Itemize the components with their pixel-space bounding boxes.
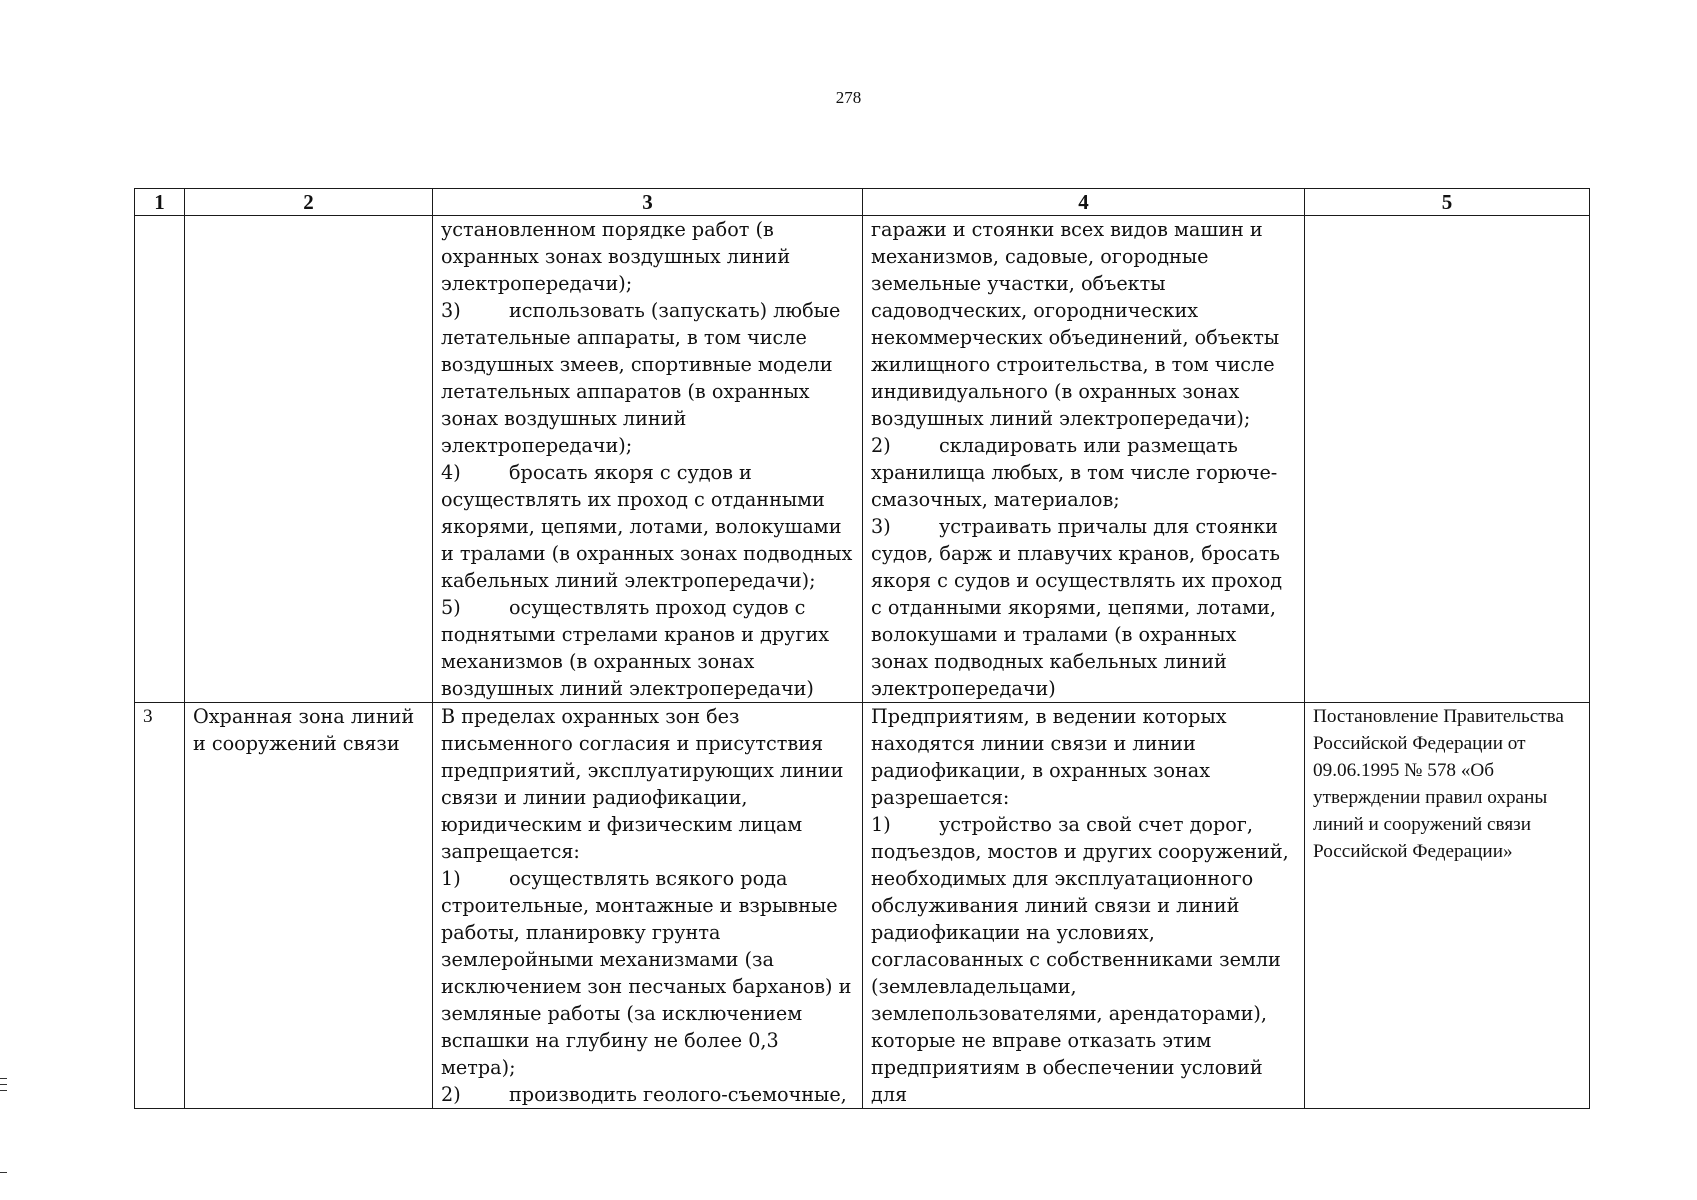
column-header: 1 [135, 189, 185, 216]
list-item [441, 1081, 854, 1108]
column-header: 3 [433, 189, 863, 216]
column-header: 4 [863, 189, 1305, 216]
prohibition-text: В пределах охранных зон без письменного согласия и присутствия предприятий, эксплуатирующих линии связи и линии радиофикации, юридическим и физическим лицам запрещается: [441, 705, 844, 863]
prohibitions-cell [433, 703, 863, 1109]
item-text: бросать якоря с судов и осуществлять их проход с отданными якорями, цепями, лотами, волокушами и тралами (в охранных зонах подводных кабельных линий электропередачи); [441, 461, 853, 592]
edge-mark [0, 1084, 7, 1085]
list-item [441, 459, 854, 594]
list-item [441, 594, 854, 702]
table-row [135, 216, 1590, 703]
item-text: осуществлять всякого рода строительные, монтажные и взрывные работы, планировку грунта землеройными механизмами (за исключением зон песчаных барханов) и земляные работы (за исключением вспашки на глубину не более 0,3 метра); [441, 867, 852, 1079]
prohibition-text: установленном порядке работ (в охранных зонах воздушных линий электропередачи); [441, 218, 791, 295]
edge-mark [0, 1078, 7, 1079]
zone-name-cell: Охранная зона линий и сооружений связи [185, 703, 433, 1109]
row-number-cell [135, 216, 185, 703]
item-number: 5) [441, 596, 461, 619]
item-text: осуществлять проход судов с поднятыми стрелами кранов и других механизмов (в охранных зонах воздушных линий электропередачи) [441, 596, 830, 700]
item-number: 2) [441, 1083, 461, 1106]
page-number: 278 [835, 88, 862, 107]
edge-mark [0, 1090, 7, 1091]
item-number: 2) [871, 434, 891, 457]
row-number-cell: 3 [135, 703, 185, 1109]
item-text: использовать (запускать) любые летательные аппараты, в том числе воздушных змеев, спортивные модели летательных аппаратов (в охранных зонах воздушных линий электропередачи); [441, 299, 841, 457]
list-item [441, 865, 854, 1081]
item-number: 1) [441, 867, 461, 890]
permissions-cell [863, 216, 1305, 703]
table-header-row [135, 189, 1590, 216]
item-number: 1) [871, 813, 891, 836]
legal-basis-cell [1305, 216, 1590, 703]
zone-name-cell [185, 216, 433, 703]
item-text: устраивать причалы для стоянки судов, барж и плавучих кранов, бросать якоря с судов и осуществлять их проход с отданными якорями, цепями, лотами, волокушами и тралами (в охранных зонах подводных кабельных линий электропередачи) [871, 515, 1283, 700]
list-item [871, 432, 1296, 513]
prohibitions-cell [433, 216, 863, 703]
permissions-cell [863, 703, 1305, 1109]
list-item [871, 513, 1296, 702]
permission-text: гаражи и стоянки всех видов машин и механизмов, садовые, огородные земельные участки, объекты садоводческих, огороднических некоммерческих объединений, объекты жилищного строительства, в том числе индивидуального (в охранных зонах воздушных линий электропередачи); [871, 218, 1280, 430]
item-text: производить геолого-съемочные, [509, 1083, 847, 1106]
edge-mark [0, 1172, 7, 1173]
legal-basis-cell: Постановление Правительства Российской Федерации от 09.06.1995 № 578 «Об утверждении правил охраны линий и сооружений связи Российской Федерации» [1305, 703, 1590, 1109]
restrictions-table [134, 188, 1590, 1109]
item-number: 4) [441, 461, 461, 484]
item-text: складировать или размещать хранилища любых, в том числе горюче-смазочных, материалов; [871, 434, 1278, 511]
column-header: 5 [1305, 189, 1590, 216]
item-text: устройство за свой счет дорог, подъездов, мостов и других сооружений, необходимых для эксплуатационного обслуживания линий связи и линий радиофикации на условиях, согласованных с собственниками земли (землевладельцами, землепользователями, арендаторами), которые не вправе отказать этим предприятиям в обеспечении условий для [871, 813, 1289, 1106]
column-header: 2 [185, 189, 433, 216]
list-item [441, 297, 854, 459]
list-item [871, 811, 1296, 1108]
permission-text: Предприятиям, в ведении которых находятся линии связи и линии радиофикации, в охранных зонах разрешается: [871, 705, 1227, 809]
item-number: 3) [871, 515, 891, 538]
item-number: 3) [441, 299, 461, 322]
table-row [135, 703, 1590, 1109]
